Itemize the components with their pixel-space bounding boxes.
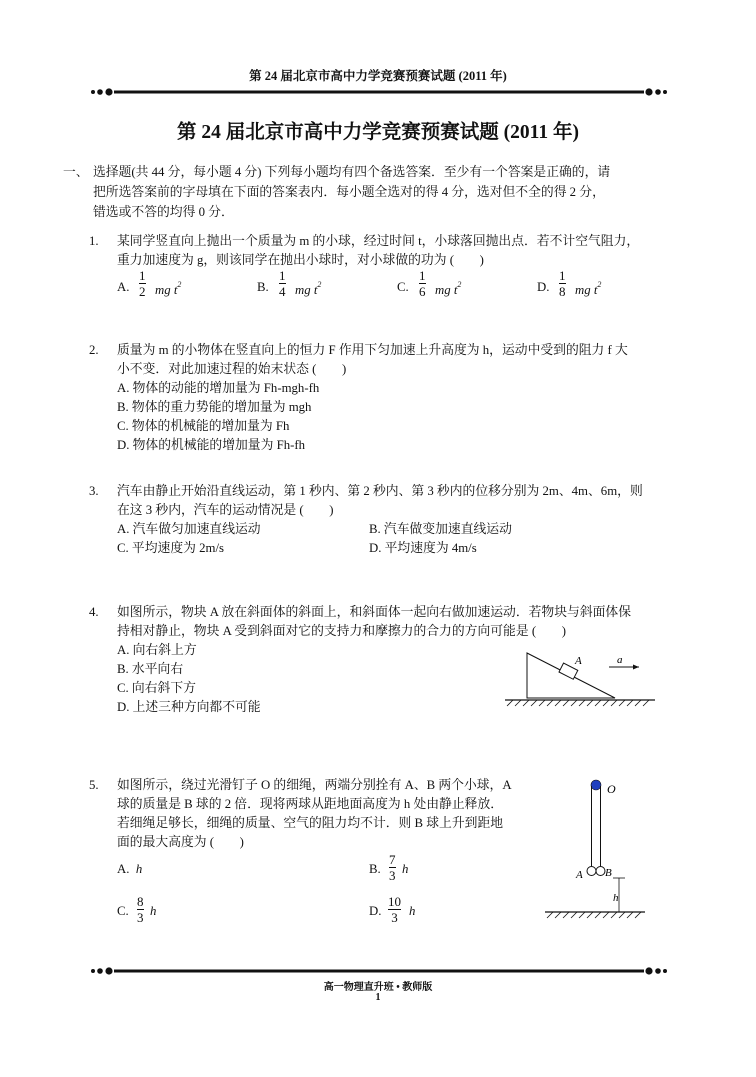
question-number: 5. (89, 778, 99, 792)
question-text: 若细绳足够长，细绳的质量、空气的阻力均不计．则 B 球上升到距地 (117, 816, 504, 830)
accel-label: a (617, 654, 623, 666)
option-d[interactable]: D. 上述三种方向都不可能 (117, 700, 261, 714)
incline-figure (505, 648, 655, 712)
option-b[interactable]: B. (369, 862, 381, 876)
fraction: 10 3 (388, 894, 401, 925)
expression: h (402, 862, 409, 876)
question-text: 面的最大高度为 ( ) (117, 835, 244, 849)
ball-b (596, 867, 605, 876)
question-number: 4. (89, 605, 99, 619)
footer-label: 高一物理直升班 • 教师版 (323, 982, 433, 993)
expression: mg $t^2$ (155, 280, 182, 297)
expression: h (150, 904, 157, 918)
ground-hatch (507, 700, 649, 706)
ground-hatch (547, 912, 641, 918)
option-d[interactable]: D. 平均速度为 4m/s (369, 541, 477, 555)
question-2 (89, 341, 669, 451)
option-c[interactable]: C. 向右斜下方 (117, 681, 196, 695)
header-rule (90, 84, 668, 100)
instruction-line: 选择题(共 44 分，每小题 4 分) 下列每小题均有四个备选答案．至少有一个答案是正确的，请 (93, 165, 611, 179)
ball-b-label: B (605, 867, 612, 879)
peg-o (591, 780, 601, 790)
option-a[interactable]: A. (117, 280, 130, 294)
option-c[interactable]: C. 平均速度为 2m/s (117, 541, 225, 555)
fraction: 1 2 (139, 268, 146, 299)
peg-label: O (607, 782, 616, 796)
question-3 (89, 482, 669, 562)
instruction-line: 把所选答案前的字母填在下面的答案表内．每小题全选对的得 4 分，选对但不全的得 2 分， (93, 185, 605, 199)
fraction: 8 3 (137, 894, 144, 925)
question-text: 某同学竖直向上抛出一个质量为 m 的小球，经过时间 t，小球落回抛出点．若不计空气阻力， (117, 234, 640, 248)
expression: mg $t^2$ (575, 280, 602, 297)
option-c[interactable]: C. (117, 904, 129, 918)
page-number: 1 (375, 992, 381, 1003)
question-text: 质量为 m 的小物体在竖直向上的恒力 F 作用下匀加速上升高度为 h，运动中受到的阻力 f 大 (117, 343, 628, 357)
question-text: 在这 3 秒内，汽车的运动情况是 ( ) (117, 503, 334, 517)
question-text: 持相对静止，物块 A 受到斜面对它的支持力和摩擦力的合力的方向可能是 ( ) (117, 624, 566, 638)
option-a[interactable]: A. h (117, 862, 143, 876)
block-label: A (575, 655, 582, 667)
running-header: 第 24 届北京市高中力学竞赛预赛试题 (2011 年) (249, 69, 507, 83)
option-b[interactable]: B. 水平向右 (117, 662, 184, 676)
question-text: 球的质量是 B 球的 2 倍．现将两球从距地面高度为 h 处由静止释放． (117, 797, 504, 811)
option-b[interactable]: B. 汽车做变加速直线运动 (369, 522, 512, 536)
section-number: 一、 (63, 165, 89, 179)
option-a[interactable]: A. 物体的动能的增加量为 Fh-mgh-fh (117, 381, 320, 395)
fraction: 7 3 (389, 852, 396, 883)
question-text: 小不变．对此加速过程的始末状态 ( ) (117, 362, 347, 376)
ball-a (587, 867, 596, 876)
expression: mg $t^2$ (435, 280, 462, 297)
footer-rule (90, 963, 668, 979)
option-b[interactable]: B. 物体的重力势能的增加量为 mgh (117, 400, 312, 414)
fraction: 1 8 (559, 268, 566, 299)
question-number: 2. (89, 343, 99, 357)
pulley-figure (545, 775, 650, 925)
arrow-head (633, 665, 639, 670)
question-5 (89, 776, 549, 856)
option-a[interactable]: A. 汽车做匀加速直线运动 (117, 522, 261, 536)
option-c[interactable]: C. (397, 280, 409, 294)
option-c[interactable]: C. 物体的机械能的增加量为 Fh (117, 419, 290, 433)
question-text: 如图所示，物块 A 放在斜面体的斜面上，和斜面体一起向右做加速运动．若物块与斜面体保 (117, 605, 632, 619)
expression: mg $t^2$ (295, 280, 322, 297)
height-label: h (613, 892, 619, 904)
option-d[interactable]: D. (369, 904, 382, 918)
question-number: 1. (89, 234, 99, 248)
page-title: 第 24 届北京市高中力学竞赛预赛试题 (2011 年) (177, 122, 579, 143)
instruction-line: 错选或不答的均得 0 分． (93, 205, 234, 219)
fraction: 1 4 (279, 268, 286, 299)
option-a[interactable]: A. 向右斜上方 (117, 643, 197, 657)
question-1-options (117, 268, 637, 310)
option-b[interactable]: B. (257, 280, 269, 294)
question-text: 重力加速度为 g，则该同学在抛出小球时，对小球做的功为 ( ) (117, 253, 484, 267)
option-d[interactable]: D. 物体的机械能的增加量为 Fh-fh (117, 438, 306, 452)
question-text: 汽车由静止开始沿直线运动，第 1 秒内、第 2 秒内、第 3 秒内的位移分别为 2m、4m、6m，则 (117, 484, 643, 498)
option-d[interactable]: D. (537, 280, 550, 294)
ball-a-label: A (576, 869, 583, 881)
question-number: 3. (89, 484, 99, 498)
section-instructions (63, 162, 653, 222)
question-5-options (117, 852, 537, 932)
fraction: 1 6 (419, 268, 426, 299)
expression: h (409, 904, 416, 918)
question-text: 如图所示，绕过光滑钉子 O 的细绳，两端分别拴有 A、B 两个小球，A (117, 778, 512, 792)
question-1 (89, 232, 669, 272)
